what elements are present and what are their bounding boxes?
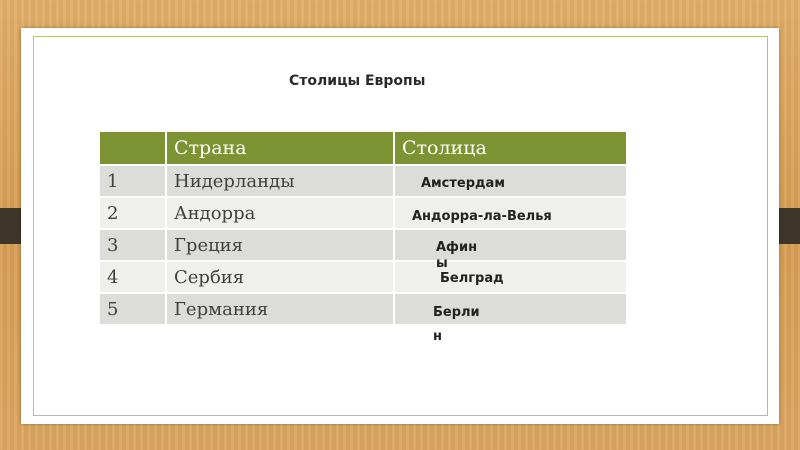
slide-title: Столицы Европы — [289, 73, 426, 89]
row-country: Андорра — [166, 197, 394, 229]
capital-andorra-la-vella: Андорра-ла-Велья — [412, 209, 552, 224]
capital-berlin-part1: Берли — [433, 305, 480, 320]
header-number — [99, 131, 166, 165]
table-row — [99, 229, 627, 261]
row-country: Германия — [166, 293, 394, 325]
capitals-table — [98, 130, 628, 326]
capital-athens-part2: ы — [436, 256, 448, 271]
table-header-row — [99, 131, 627, 165]
row-country: Нидерланды — [166, 165, 394, 197]
table-row — [99, 261, 627, 293]
table-row — [99, 165, 627, 197]
table-row — [99, 293, 627, 325]
slide-frame — [33, 36, 768, 416]
row-number: 3 — [99, 229, 166, 261]
slide — [21, 28, 779, 424]
header-country: Страна — [166, 131, 394, 165]
row-capital-cell — [394, 261, 627, 293]
capital-athens-part1: Афин — [436, 240, 478, 255]
capital-belgrade: Белград — [440, 271, 504, 286]
row-number: 5 — [99, 293, 166, 325]
row-capital-cell — [394, 229, 627, 261]
row-country: Греция — [166, 229, 394, 261]
row-number: 2 — [99, 197, 166, 229]
header-capital: Столица — [394, 131, 627, 165]
row-number: 4 — [99, 261, 166, 293]
capital-amsterdam: Амстердам — [421, 176, 505, 191]
row-country: Сербия — [166, 261, 394, 293]
row-number: 1 — [99, 165, 166, 197]
row-capital-cell — [394, 293, 627, 325]
capital-berlin-part2: н — [433, 329, 442, 344]
